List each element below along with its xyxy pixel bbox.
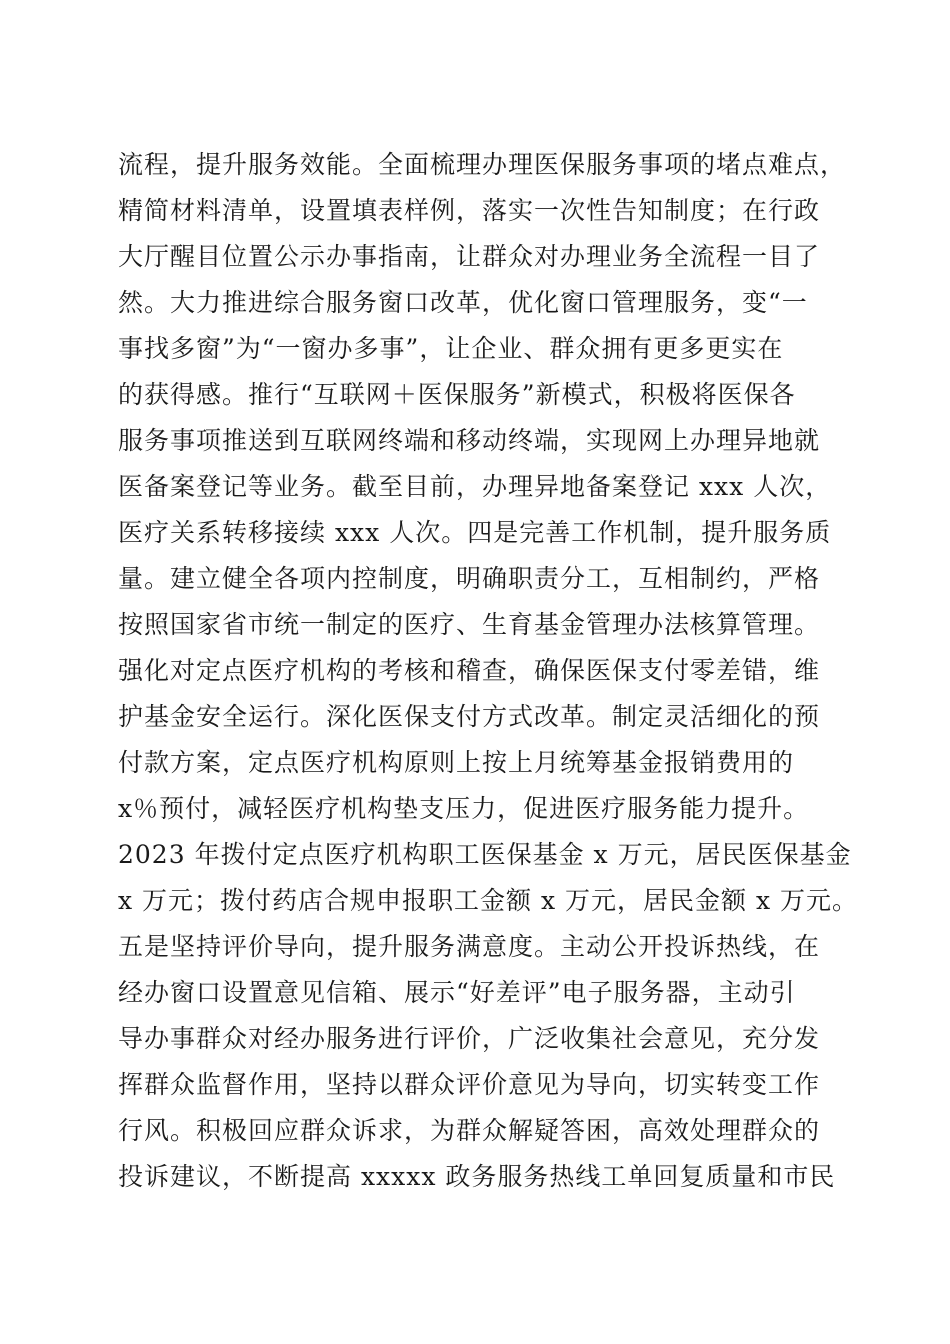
text-line: 医备案登记等业务。截至目前，办理异地备案登记 xxx 人次， bbox=[118, 472, 832, 501]
text-line: 行风。积极回应群众诉求，为群众解疑答困，高效处理群众的 bbox=[118, 1116, 821, 1145]
text-line: 流程，提升服务效能。全面梳理办理医保服务事项的堵点难点， bbox=[118, 150, 847, 179]
text-line: 强化对定点医疗机构的考核和稽查，确保医保支付零差错，维 bbox=[118, 656, 821, 685]
text-line: 的获得感。推行“互联网＋医保服务”新模式，积极将医保各 bbox=[118, 380, 796, 409]
text-line: 服务事项推送到互联网终端和移动终端，实现网上办理异地就 bbox=[118, 426, 821, 455]
text-line: 大厅醒目位置公示办事指南，让群众对办理业务全流程一目了 bbox=[118, 242, 821, 271]
text-line: 护基金安全运行。深化医保支付方式改革。制定灵活细化的预 bbox=[118, 702, 821, 731]
text-line: 经办窗口设置意见信箱、展示“好差评”电子服务器，主动引 bbox=[118, 978, 796, 1007]
text-line: x％预付，减轻医疗机构垫支压力，促进医疗服务能力提升。 bbox=[118, 794, 810, 823]
text-line: 事找多窗”为“一窗办多事”，让企业、群众拥有更多更实在 bbox=[118, 334, 784, 363]
body-text bbox=[118, 142, 859, 1200]
text-line: 按照国家省市统一制定的医疗、生育基金管理办法核算管理。 bbox=[118, 610, 821, 639]
text-line: 五是坚持评价导向，提升服务满意度。主动公开投诉热线，在 bbox=[118, 932, 821, 961]
text-line: 付款方案，定点医疗机构原则上按上月统筹基金报销费用的 bbox=[118, 748, 795, 777]
text-line: x 万元；拨付药店合规申报职工金额 x 万元，居民金额 x 万元。 bbox=[118, 886, 859, 915]
text-line: 2023 年拨付定点医疗机构职工医保基金 x 万元，居民医保基金 bbox=[118, 840, 852, 869]
text-line: 挥群众监督作用，坚持以群众评价意见为导向，切实转变工作 bbox=[118, 1070, 821, 1099]
text-line: 量。建立健全各项内控制度，明确职责分工，互相制约，严格 bbox=[118, 564, 821, 593]
text-line: 导办事群众对经办服务进行评价，广泛收集社会意见，充分发 bbox=[118, 1024, 821, 1053]
text-line: 投诉建议，不断提高 xxxxx 政务服务热线工单回复质量和市民 bbox=[118, 1162, 836, 1191]
text-line: 然。大力推进综合服务窗口改革，优化窗口管理服务，变“一 bbox=[118, 288, 808, 317]
text-line: 医疗关系转移接续 xxx 人次。四是完善工作机制，提升服务质 bbox=[118, 518, 832, 547]
text-line: 精简材料清单，设置填表样例，落实一次性告知制度；在行政 bbox=[118, 196, 821, 225]
